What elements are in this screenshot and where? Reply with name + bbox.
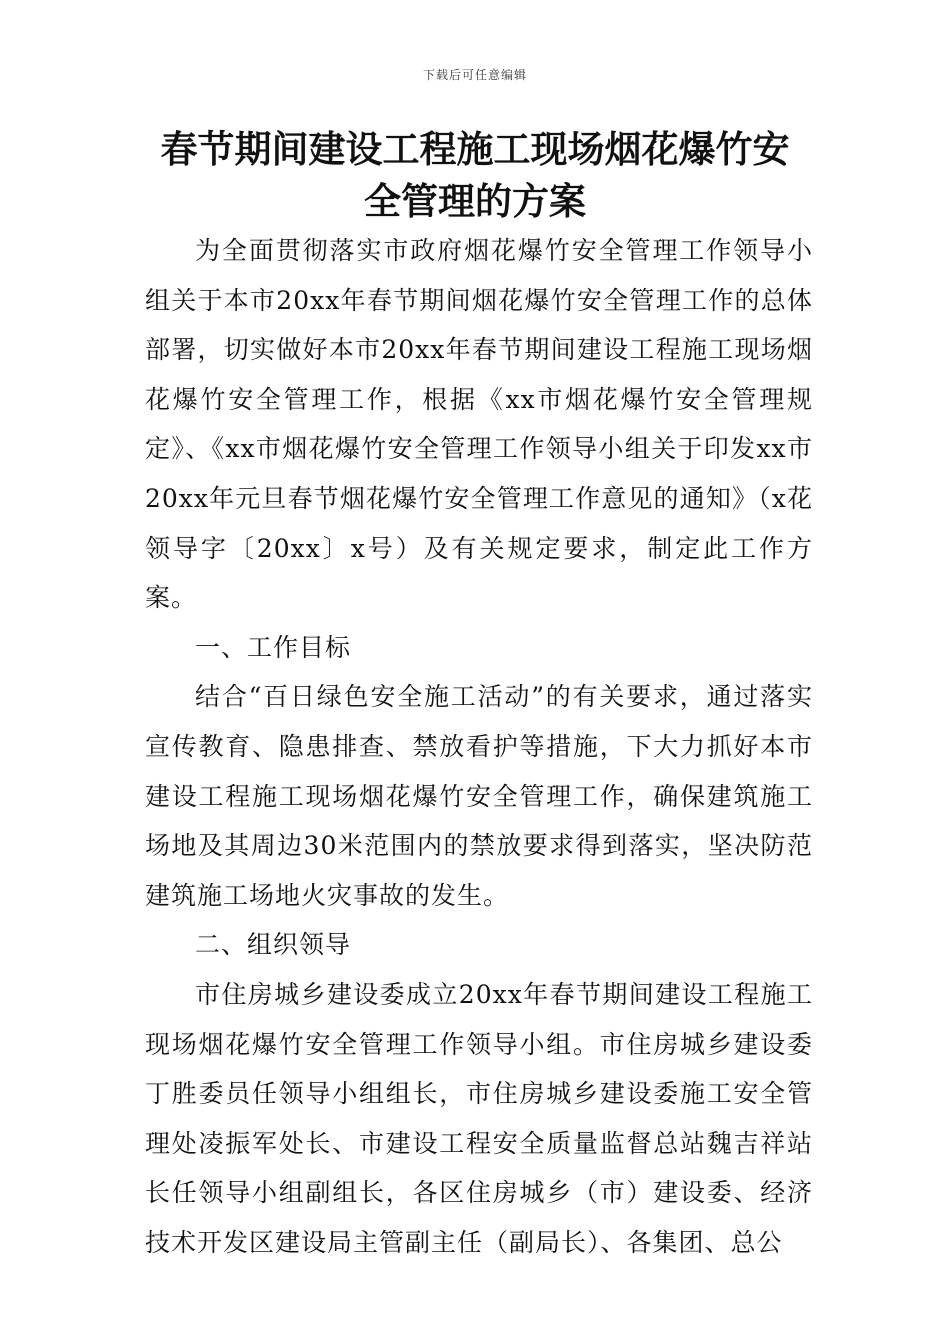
section-heading-goals: 一、工作目标 (195, 632, 352, 662)
leadership-paragraph: 市住房城乡建设委成立20xx年春节期间建设工程施工现场烟花爆竹安全管理工作领导小组。市住房城乡建设委丁胜委员任领导小组组长，市住房城乡建设委施工安全管理处凌振军处长、市建设工程安全质量监督总站魏吉祥站长任领导小组副组长，各区住房城乡（市）建设委、经济技术开发区建设局主管副主任（副局长）、各集团、总公 (145, 979, 813, 1257)
section-heading-leadership: 二、组织领导 (195, 930, 352, 960)
page-header-note: 下载后可任意编辑 (422, 68, 527, 82)
document-body (145, 226, 813, 1267)
intro-paragraph: 为全面贯彻落实市政府烟花爆竹安全管理工作领导小组关于本市20xx年春节期间烟花爆竹安全管理工作的总体部署，切实做好本市20xx年春节期间建设工程施工现场烟花爆竹安全管理工作，根据《xx市烟花爆竹安全管理规定》、《xx市烟花爆竹安全管理工作领导小组关于印发xx市20xx年元旦春节烟花爆竹安全管理工作意见的通知》（x花领导字〔20xx〕x号）及有关规定要求，制定此工作方案。 (145, 236, 813, 613)
document-title: 春节期间建设工程施工现场烟花爆竹安全管理的方案 (160, 128, 790, 223)
goals-paragraph: 结合“百日绿色安全施工活动”的有关要求，通过落实宣传教育、隐患排查、禁放看护等措施，下大力抓好本市建设工程施工现场烟花爆竹安全管理工作，确保建筑施工场地及其周边30米范围内的禁放要求得到落实，坚决防范建筑施工场地火灾事故的发生。 (145, 682, 813, 910)
